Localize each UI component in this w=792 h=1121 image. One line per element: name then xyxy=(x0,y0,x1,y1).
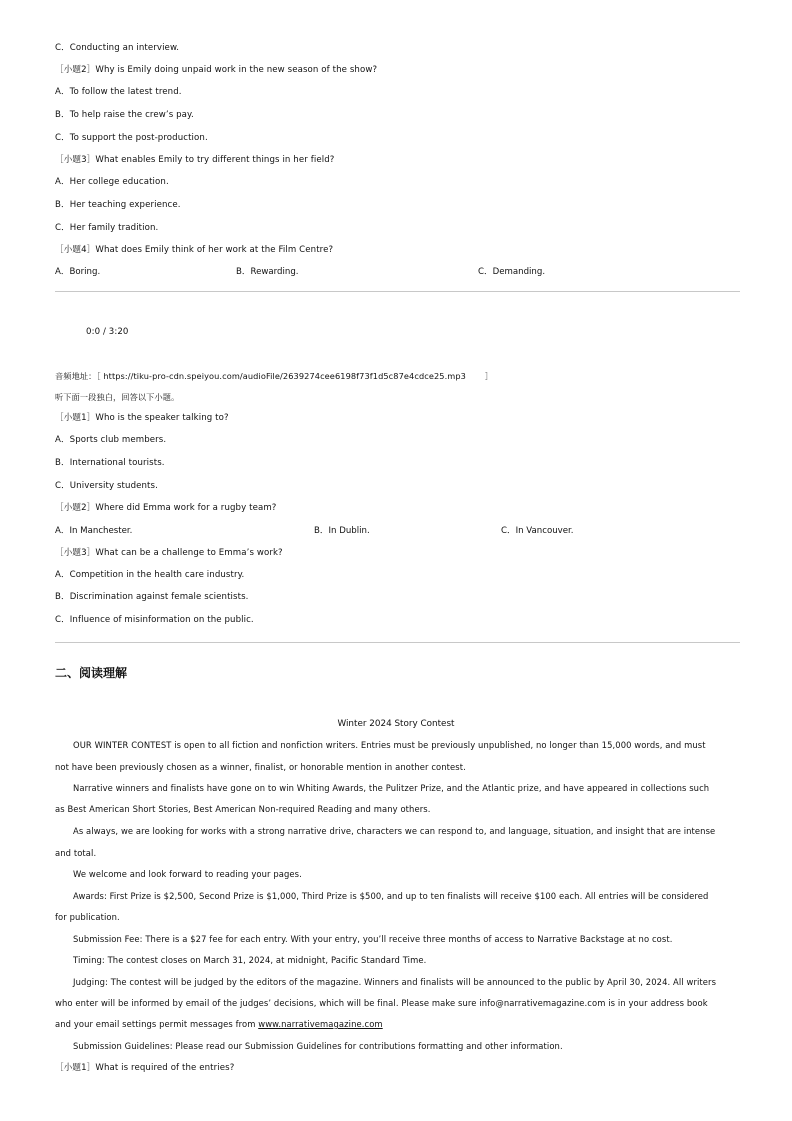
option-b: B．In Dublin. xyxy=(314,526,370,536)
paragraph-8-line-1: Judging: The contest will be judged by the editors of the magazine. Winners and finalists will be announced to the public by April 30, 2024. All writers xyxy=(73,977,717,987)
option-b: B．Her teaching experience. xyxy=(55,200,181,210)
question-2: ［小题2］Where did Emma work for a rugby team? xyxy=(55,503,277,513)
paragraph-8-line-2: who enter will be informed by email of the judges’ decisions, which will be final. Please make sure info@narrativemagazine.com is in your address book xyxy=(55,998,708,1008)
paragraph-5-line-1: Awards: First Prize is $2,500, Second Prize is $1,000, Third Prize is $500, and up to ten finalists will receive $100 each. All entries will be considered xyxy=(73,891,709,901)
audio-address xyxy=(55,370,493,382)
question-1: ［小题1］Who is the speaker talking to? xyxy=(55,413,229,423)
divider xyxy=(55,642,740,643)
paragraph-2-line-2: as Best American Short Stories, Best American Non-required Reading and many others. xyxy=(55,804,431,814)
option-b: B．Rewarding. xyxy=(236,267,299,277)
paragraph-3-line-2: and total. xyxy=(55,848,97,858)
paragraph-5-line-2: for publication. xyxy=(55,912,120,922)
paragraph-9: Submission Guidelines: Please read our Submission Guidelines for contributions formatting and other information. xyxy=(73,1041,563,1051)
option-c: C．To support the post-production. xyxy=(55,133,208,143)
question-4: ［小题4］What does Emily think of her work at the Film Centre? xyxy=(55,245,334,255)
option-c: C．In Vancouver. xyxy=(501,526,574,536)
option-a: A．In Manchester. xyxy=(55,526,133,536)
option-b: B．International tourists. xyxy=(55,458,165,468)
audio-address-end: ］ xyxy=(484,371,493,381)
option-a: A．To follow the latest trend. xyxy=(55,87,182,97)
option-b: B．Discrimination against female scientists. xyxy=(55,592,249,602)
option-a: A．Boring. xyxy=(55,267,101,277)
question-3: ［小题3］What enables Emily to try different things in her field? xyxy=(55,155,335,165)
instruction: 听下面一段独白，回答以下小题。 xyxy=(55,392,180,402)
divider xyxy=(55,291,740,292)
paragraph-1-line-2: not have been previously chosen as a winner, finalist, or honorable mention in another contest. xyxy=(55,762,466,772)
option-a: A．Competition in the health care industry. xyxy=(55,570,245,580)
paragraph-6: Submission Fee: There is a $27 fee for each entry. With your entry, you’ll receive three months of access to Narrative Backstage at no cost. xyxy=(73,934,673,944)
option-a: A．Her college education. xyxy=(55,177,169,187)
question-2: ［小题2］Why is Emily doing unpaid work in the new season of the show? xyxy=(55,65,378,75)
option-c-line: C．Conducting an interview. xyxy=(55,43,180,53)
audio-url[interactable]: https://tiku-pro-cdn.speiyou.com/audioFile/2639274cee6198f73f1d5c87e4cdce25.mp3 xyxy=(103,371,466,381)
option-c: C．Demanding. xyxy=(478,267,546,277)
paragraph-2-line-1: Narrative winners and finalists have gone on to win Whiting Awards, the Pulitzer Prize, and the Atlantic prize, and have appeared in collections such xyxy=(73,783,710,793)
paragraph-4: We welcome and look forward to reading your pages. xyxy=(73,869,302,879)
question-1: ［小题1］What is required of the entries? xyxy=(55,1063,235,1073)
option-c: C．University students. xyxy=(55,481,158,491)
audio-address-label: 音频地址：［ xyxy=(55,371,101,381)
paragraph-3-line-1: As always, we are looking for works with a strong narrative drive, characters we can respond to, and language, situation, and insight that are intense xyxy=(73,826,716,836)
option-c: C．Influence of misinformation on the public. xyxy=(55,615,254,625)
option-c: C．Her family tradition. xyxy=(55,223,159,233)
section-heading: 二、阅读理解 xyxy=(55,666,128,680)
question-3: ［小题3］What can be a challenge to Emma’s work? xyxy=(55,548,283,558)
paragraph-8-line-3 xyxy=(55,1018,383,1030)
option-a: A．Sports club members. xyxy=(55,435,167,445)
audio-time: 0:0 / 3:20 xyxy=(86,327,129,337)
option-b: B．To help raise the crew’s pay. xyxy=(55,110,194,120)
paragraph-8-text: and your email settings permit messages from xyxy=(55,1019,259,1029)
magazine-link[interactable]: www.narrativemagazine.com xyxy=(258,1019,383,1029)
paragraph-7: Timing: The contest closes on March 31, 2024, at midnight, Pacific Standard Time. xyxy=(73,955,427,965)
paragraph-1-line-1: OUR WINTER CONTEST is open to all fiction and nonfiction writers. Entries must be previously unpublished, no longer than 15,000 words, and must xyxy=(73,740,706,750)
passage-title: Winter 2024 Story Contest xyxy=(337,719,455,729)
